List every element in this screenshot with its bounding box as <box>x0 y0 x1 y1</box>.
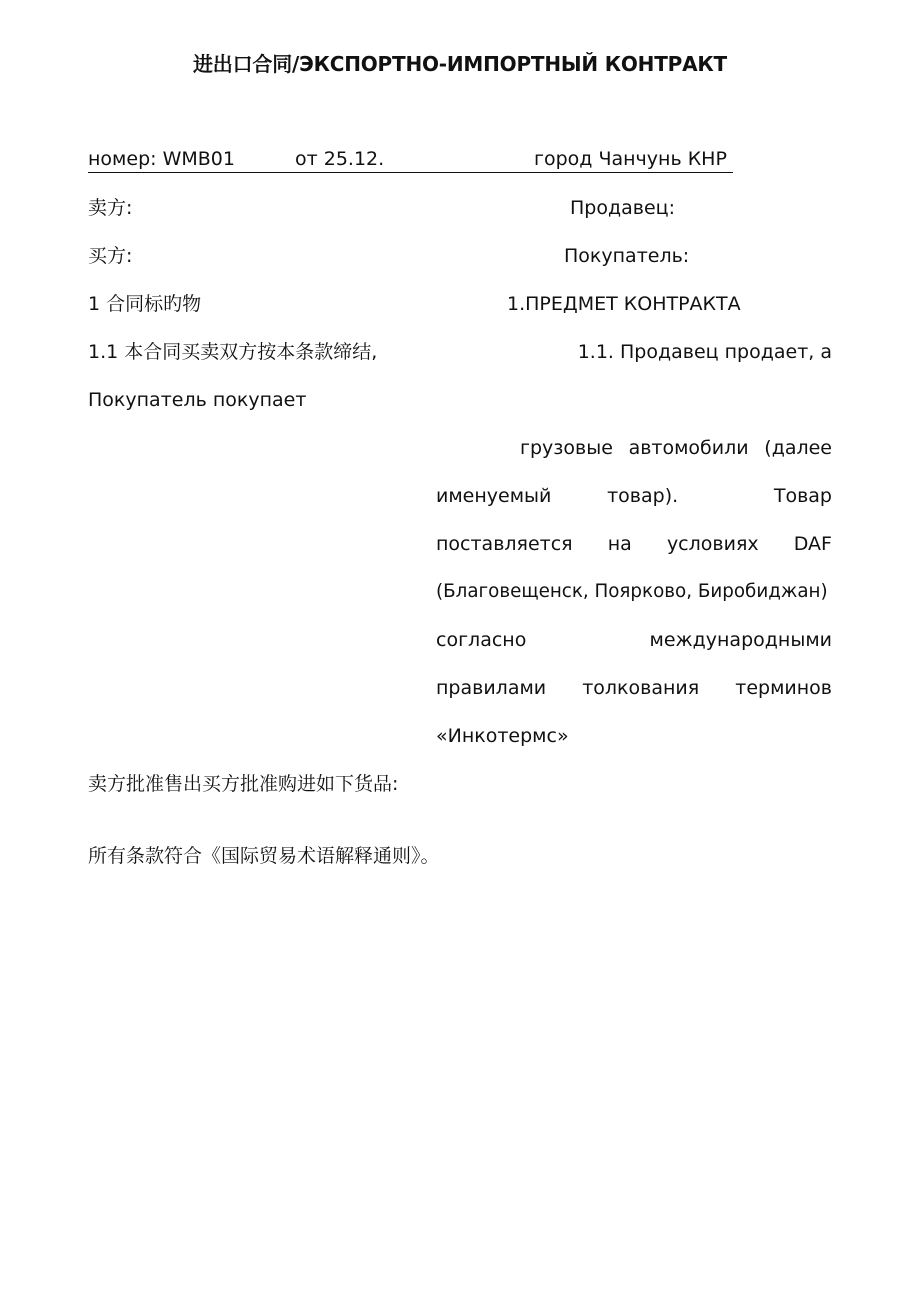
buyer-label-ru: Покупатель: <box>564 245 690 267</box>
goods-statement-cn: 卖方批准售出买方批准购进如下货品: <box>88 773 399 795</box>
ru-word: на <box>607 533 632 555</box>
ru-word: именуемый <box>436 485 552 507</box>
ru-word: автомобили <box>628 437 749 459</box>
contract-header-line <box>88 146 733 173</box>
ru-word: толкования <box>582 677 700 699</box>
section-heading-cn: 1 合同标旳物 <box>88 293 202 315</box>
ru-word: международными <box>649 629 832 651</box>
ru-word: (далее <box>764 437 832 459</box>
ru-justified-line <box>436 484 832 508</box>
ru-justified-line <box>436 580 832 604</box>
ru-justified-line <box>436 676 832 700</box>
contract-number: номер: WMB01 <box>88 148 235 170</box>
ru-word: Товар <box>773 485 832 507</box>
ru-word: правилами <box>436 677 547 699</box>
ru-word: (Благовещенск, Поярково, Биробиджан) <box>436 581 828 602</box>
ru-word: терминов <box>735 677 832 699</box>
contract-city: город Чанчунь КНР <box>534 148 727 170</box>
page-title: 进出口合同/ЭКСПОРТНО-ИМПОРТНЫЙ КОНТРАКТ <box>193 52 727 76</box>
ru-justified-line <box>436 532 832 556</box>
seller-label-cn: 卖方: <box>88 197 133 219</box>
ru-word: грузовые <box>520 437 613 459</box>
ru-word: согласно <box>436 629 527 651</box>
ru-word: товар). <box>607 485 679 507</box>
incoterms-statement-cn: 所有条款符合《国际贸易术语解释通则》。 <box>88 845 440 867</box>
clause-1-1-ru-continuation: Покупатель покупает <box>88 389 307 411</box>
buyer-label-cn: 买方: <box>88 245 133 267</box>
ru-word: поставляется <box>436 533 573 555</box>
clause-1-1-ru-start: 1.1. Продавец продает, а <box>577 341 832 363</box>
ru-justified-line <box>520 436 832 460</box>
ru-justified-line <box>436 628 832 652</box>
ru-word: условиях <box>666 533 759 555</box>
contract-date: от 25.12. <box>295 148 385 170</box>
ru-word: DAF <box>793 533 832 555</box>
clause-1-1-cn: 1.1 本合同买卖双方按本条款缔结, <box>88 341 378 363</box>
section-heading-ru: 1.ПРЕДМЕТ КОНТРАКТА <box>507 293 741 315</box>
incoterms-ru: «Инкотермс» <box>436 725 569 747</box>
seller-label-ru: Продавец: <box>570 197 675 219</box>
